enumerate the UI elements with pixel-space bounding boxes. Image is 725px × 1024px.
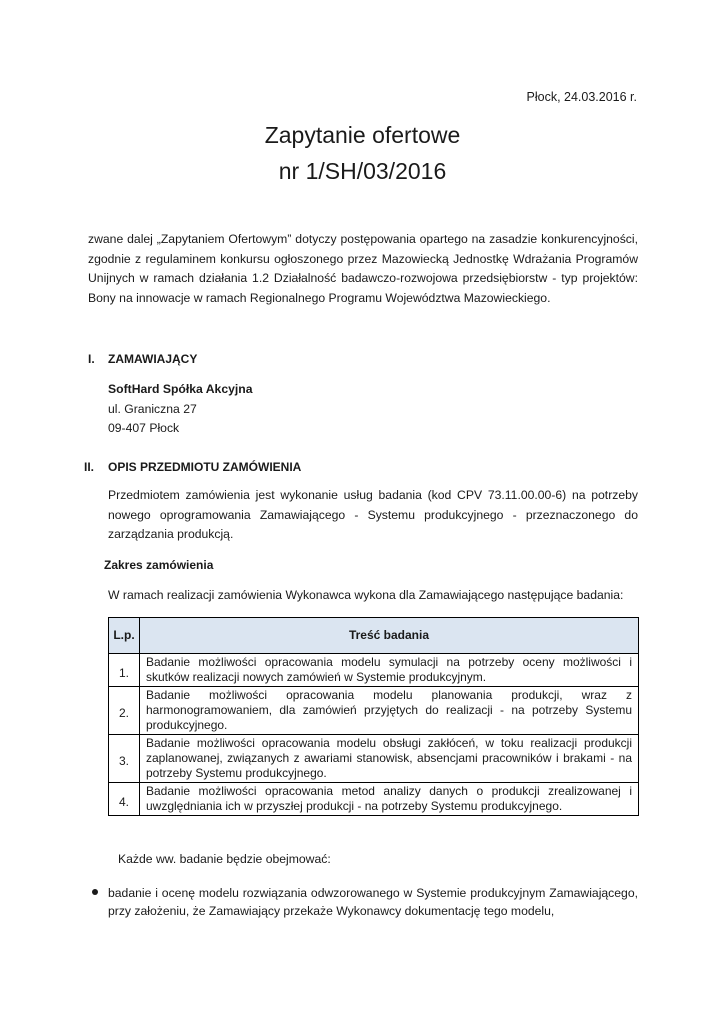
list-item-text: badanie i ocenę modelu rozwiązania odwzorowanego w Systemie produkcyjnym Zamawiającego, przy założeniu, że Zamawiający przekaże Wykonawcy dokumentację tego modelu,: [108, 886, 638, 919]
table-row: [109, 783, 639, 816]
research-table: [108, 617, 639, 816]
company-city: 09-407 Płock: [108, 421, 180, 436]
coverage-list: [108, 884, 638, 921]
order-description: Przedmiotem zamówienia jest wykonanie usług badania (kod CPV 73.11.00.00-6) na potrzeby nowego oprogramowania Zamawiającego - Systemu produkcyjnego - przeznaczonego do zarządzania produkcją.: [108, 488, 638, 542]
list-item: [108, 884, 638, 921]
row-lp: 4.: [109, 783, 140, 816]
table-row: [109, 654, 639, 687]
row-text: Badanie możliwości opracowania modelu symulacji na potrzeby oceny możliwości i skutków realizacji nowych zamówień w Systemie produkcyjnym.: [140, 654, 639, 687]
coverage-lead: Każde ww. badanie będzie obejmować:: [118, 852, 331, 866]
row-lp: 2.: [109, 687, 140, 735]
table-row: [109, 735, 639, 783]
title-line-2: nr 1/SH/03/2016: [278, 157, 447, 184]
row-text: Badanie możliwości opracowania modelu planowania produkcji, wraz z harmonogramowaniem, dla zamówień przyjętych do realizacji - na potrzeby Systemu produkcyjnego.: [140, 687, 639, 735]
contracting-party: [108, 380, 638, 439]
table-row: [109, 687, 639, 735]
title-line-1: Zapytanie ofertowe: [264, 122, 461, 148]
intro-paragraph: zwane dalej „Zapytaniem Ofertowym” dotyczy postępowania opartego na zasadzie konkurencyjności, zgodnie z regulaminem konkursu ogłoszonego przez Mazowiecką Jednostkę Wdrażania Programów Unijnych w ramach działania 1.2 Działalność badawczo-rozwojowa przedsiębiorstw - typ projektów: Bony na innowacje w ramach Regionalnego Programu Województwa Mazowieckiego.: [88, 232, 638, 305]
table-header-row: [109, 618, 639, 654]
section-1-heading: ZAMAWIAJĄCY: [108, 352, 198, 366]
column-header-lp: L.p.: [109, 618, 140, 654]
document-title: [0, 118, 725, 189]
column-header-content: Treść badania: [140, 618, 639, 654]
row-text: Badanie możliwości opracowania metod analizy danych o produkcji zrealizowanej i uwzględniania ich w przyszłej produkcji - na potrzeby Systemu produkcyjnego.: [140, 783, 639, 816]
row-lp: 1.: [109, 654, 140, 687]
bullet-icon: [92, 889, 98, 895]
section-1-number: I.: [88, 352, 95, 366]
scope-heading: Zakres zamówienia: [104, 558, 214, 572]
scope-intro: W ramach realizacji zamówienia Wykonawca wykona dla Zamawiającego następujące badania:: [108, 588, 624, 602]
section-2-heading: OPIS PRZEDMIOTU ZAMÓWIENIA: [108, 460, 302, 474]
company-name: SoftHard Spółka Akcyjna: [108, 382, 253, 396]
row-text: Badanie możliwości opracowania modelu obsługi zakłóceń, w toku realizacji produkcji zaplanowanej, związanych z awariami stanowisk, absencjami pracowników i brakami - na potrzeby Systemu produkcyjnego.: [140, 735, 639, 783]
company-street: ul. Graniczna 27: [108, 401, 197, 416]
row-lp: 3.: [109, 735, 140, 783]
document-date: Płock, 24.03.2016 r.: [526, 90, 637, 104]
section-2-number: II.: [84, 460, 95, 474]
